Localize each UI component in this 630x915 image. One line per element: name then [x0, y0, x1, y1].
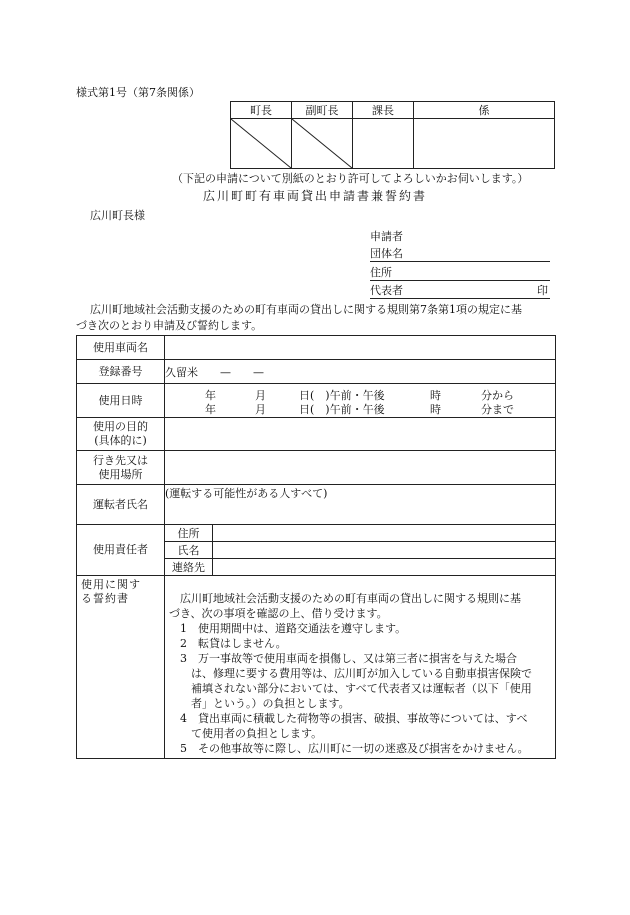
approval-cell-staff	[414, 119, 555, 169]
approval-header-mayor: 町長	[231, 102, 292, 119]
intro-text-line1: 広川町地域社会活動支援のための町有車両の貸出しに関する規則第7条第1項の規定に基	[90, 303, 522, 316]
representative-label: 代表者	[370, 284, 403, 297]
responsible-name-field[interactable]	[213, 542, 556, 559]
pledge-line: て使用者の負担とします。	[169, 727, 323, 740]
responsible-address-field[interactable]	[213, 525, 556, 542]
responsible-person-label: 使用責任者	[77, 525, 165, 576]
date-month: 月	[255, 388, 266, 402]
pledge-line: 5 その他事故等に際し、広川町に一切の迷惑及び損害をかけません。	[169, 742, 529, 755]
address-label: 住所	[370, 266, 392, 279]
responsible-contact-field[interactable]	[213, 559, 556, 576]
responsible-contact-label: 連絡先	[165, 559, 213, 576]
destination-label: 行き先又は 使用場所	[77, 451, 165, 485]
usage-datetime-label: 使用日時	[77, 384, 165, 418]
pledge-line: 4 貸出車両に積載した荷物等の損害、破損、事故等については、すべ	[169, 712, 528, 725]
date-minute-until: 分まで	[481, 402, 514, 416]
driver-name-label: 運転者氏名	[77, 485, 165, 525]
addressee: 広川町長様	[90, 209, 145, 222]
pledge-line: 広川町地域社会活動支援のための町有車両の貸出しに関する規則に基	[169, 592, 521, 605]
driver-name-note: (運転する可能性がある人すべて)	[165, 487, 328, 500]
purpose-field[interactable]	[165, 418, 556, 451]
pledge-line: は、修理に要する費用等は、広川町が加入している自動車損害保険で	[169, 667, 532, 680]
usage-datetime-field[interactable]	[165, 384, 556, 418]
driver-name-field[interactable]	[165, 485, 556, 525]
registration-number-field[interactable]	[165, 360, 556, 384]
diagonal-strike-icon	[292, 119, 352, 168]
pledge-line: 補填されない部分においては、すべて代表者又は運転者（以下「使用	[169, 682, 532, 695]
request-note: （下記の申請について別紙のとおり許可してよろしいかお伺いします。）	[172, 172, 529, 185]
date-minute-from: 分から	[481, 388, 514, 402]
vehicle-name-field[interactable]	[165, 336, 556, 360]
destination-field[interactable]	[165, 451, 556, 485]
pledge-text	[165, 576, 556, 759]
pledge-line: づき、次の事項を確認の上、借り受けます。	[169, 607, 388, 620]
representative-field[interactable]	[370, 282, 550, 299]
date-year: 年	[205, 402, 216, 416]
date-day-ampm: 日( )午前・午後	[299, 388, 385, 402]
pledge-line: 者」という。）の負担とします。	[169, 697, 350, 710]
date-day-ampm: 日( )午前・午後	[299, 402, 385, 416]
pledge-line: 2 転貸はしません。	[169, 637, 287, 650]
responsible-address-label: 住所	[165, 525, 213, 542]
pledge-label: 使用に関す る誓約書	[77, 576, 165, 759]
seal-mark: 印	[537, 284, 548, 297]
date-year: 年	[205, 388, 216, 402]
pledge-line: 1 使用期間中は、道路交通法を遵守します。	[169, 622, 407, 635]
date-hour: 時	[430, 402, 441, 416]
approval-cell-mayor	[231, 119, 292, 169]
approval-header-deputy-mayor: 副町長	[292, 102, 353, 119]
applicant-label: 申請者	[370, 230, 403, 243]
diagonal-strike-icon	[231, 119, 291, 168]
pledge-line: 3 万一事故等で使用車両を損傷し、又は第三者に損害を与えた場合	[169, 652, 517, 665]
approval-cell-section-chief	[353, 119, 414, 169]
document-title: 広川町町有車両貸出申請書兼誓約書	[203, 189, 428, 203]
form-number: 様式第1号（第7条関係）	[76, 86, 200, 99]
vehicle-name-label: 使用車両名	[77, 336, 165, 360]
approval-stamp-table	[230, 101, 555, 169]
approval-header-section-chief: 課長	[353, 102, 414, 119]
application-table	[76, 335, 556, 759]
registration-number-label: 登録番号	[77, 360, 165, 384]
approval-cell-deputy-mayor	[292, 119, 353, 169]
registration-number-value: 久留米 — —	[165, 365, 264, 379]
responsible-name-label: 氏名	[165, 542, 213, 559]
address-field[interactable]	[370, 264, 550, 281]
group-name-label: 団体名	[370, 247, 403, 260]
purpose-label: 使用の目的 (具体的に)	[77, 418, 165, 451]
date-hour: 時	[430, 388, 441, 402]
approval-header-staff: 係	[414, 102, 555, 119]
intro-text-line2: づき次のとおり申請及び誓約します。	[76, 319, 263, 332]
date-month: 月	[255, 402, 266, 416]
group-name-field[interactable]	[370, 245, 550, 262]
